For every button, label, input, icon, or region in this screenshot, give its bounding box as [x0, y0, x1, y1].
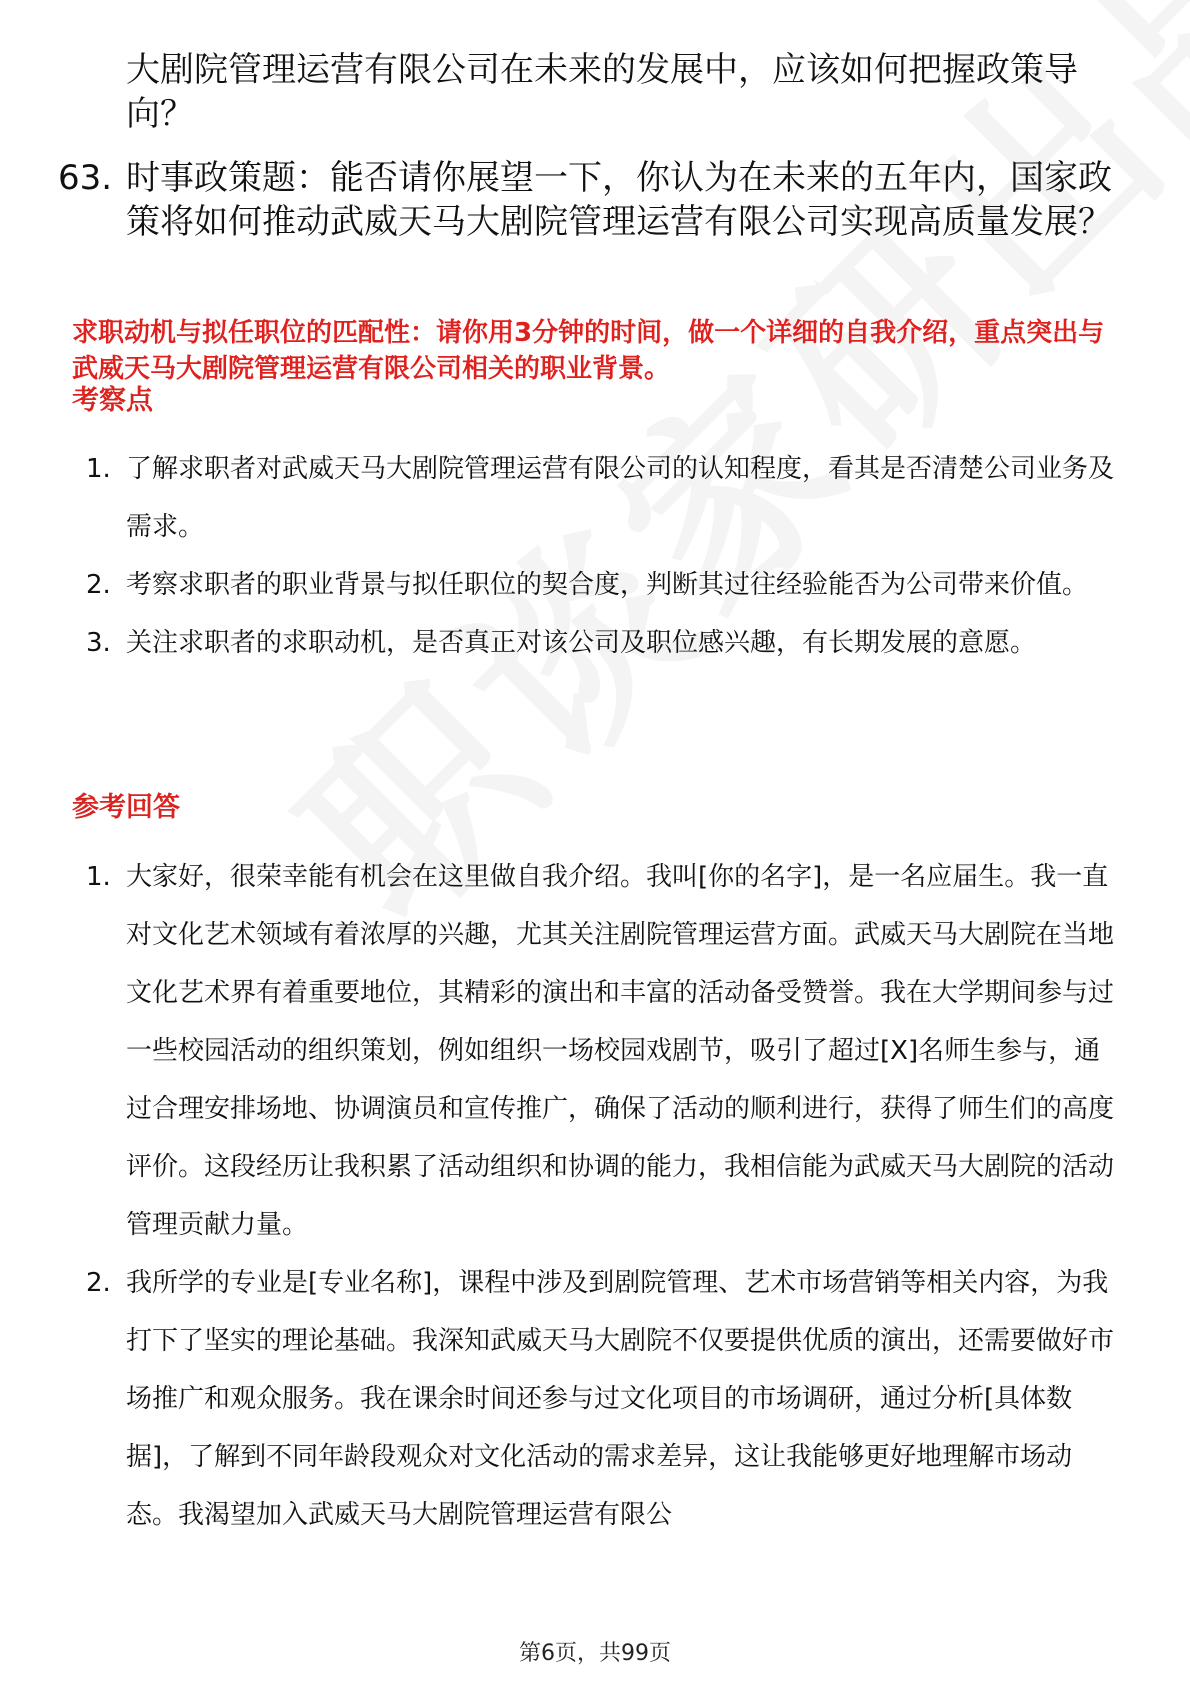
- page-footer: 第6页，共99页: [519, 1641, 671, 1666]
- question-continuation: 大剧院管理运营有限公司在未来的发展中，应该如何把握政策导向？: [126, 50, 1078, 134]
- kaocha-list: [86, 440, 1116, 672]
- list-item-text: 了解求职者对武威天马大剧院管理运营有限公司的认知程度，看其是否清楚公司业务及需求。: [126, 454, 1115, 542]
- list-item-text: 考察求职者的职业背景与拟任职位的契合度，判断其过往经验能否为公司带来价值。: [126, 570, 1089, 600]
- highlighted-question: 求职动机与拟任职位的匹配性：请你用3分钟的时间，做一个详细的自我介绍，重点突出与武威天马大剧院管理运营有限公司相关的职业背景。: [72, 318, 1105, 384]
- question-63: [58, 156, 1118, 244]
- list-item: [86, 440, 1116, 556]
- question-text: 时事政策题：能否请你展望一下，你认为在未来的五年内，国家政策将如何推动武威天马大剧院管理运营有限公司实现高质量发展？: [126, 158, 1112, 242]
- list-item: [86, 614, 1116, 672]
- list-item-number: 1.: [86, 454, 111, 484]
- list-item-text: 我所学的专业是[专业名称]，课程中涉及到剧院管理、艺术市场营销等相关内容，为我打下了坚实的理论基础。我深知武威天马大剧院不仅要提供优质的演出，还需要做好市场推广和观众服务。我在课余时间还参与过文化项目的市场调研，通过分析[具体数据]，了解到不同年龄段观众对文化活动的需求差异，这让我能够更好地理解市场动态。我渴望加入武威天马大剧院管理运营有限公: [126, 1268, 1115, 1530]
- list-item-number: 2.: [86, 1268, 111, 1298]
- list-item-text: 大家好，很荣幸能有机会在这里做自我介绍。我叫[你的名字]，是一名应届生。我一直对文化艺术领域有着浓厚的兴趣，尤其关注剧院管理运营方面。武威天马大剧院在当地文化艺术界有着重要地位，其精彩的演出和丰富的活动备受赞誉。我在大学期间参与过一些校园活动的组织策划，例如组织一场校园戏剧节，吸引了超过[X]名师生参与，通过合理安排场地、协调演员和宣传推广，确保了活动的顺利进行，获得了师生们的高度评价。这段经历让我积累了活动组织和协调的能力，我相信能为武威天马大剧院的活动管理贡献力量。: [126, 862, 1115, 1240]
- list-item-number: 2.: [86, 570, 111, 600]
- list-item-number: 1.: [86, 862, 111, 892]
- list-item: [86, 1254, 1116, 1544]
- list-item: [86, 556, 1116, 614]
- section-title-kaocha: 考察点: [72, 385, 153, 416]
- list-item-text: 关注求职者的求职动机，是否真正对该公司及职位感兴趣，有长期发展的意愿。: [126, 628, 1037, 658]
- question-number: 63.: [58, 158, 113, 198]
- answer-list: [86, 848, 1116, 1544]
- list-item: [86, 848, 1116, 1254]
- list-item-number: 3.: [86, 628, 111, 658]
- section-title-answer: 参考回答: [72, 792, 180, 823]
